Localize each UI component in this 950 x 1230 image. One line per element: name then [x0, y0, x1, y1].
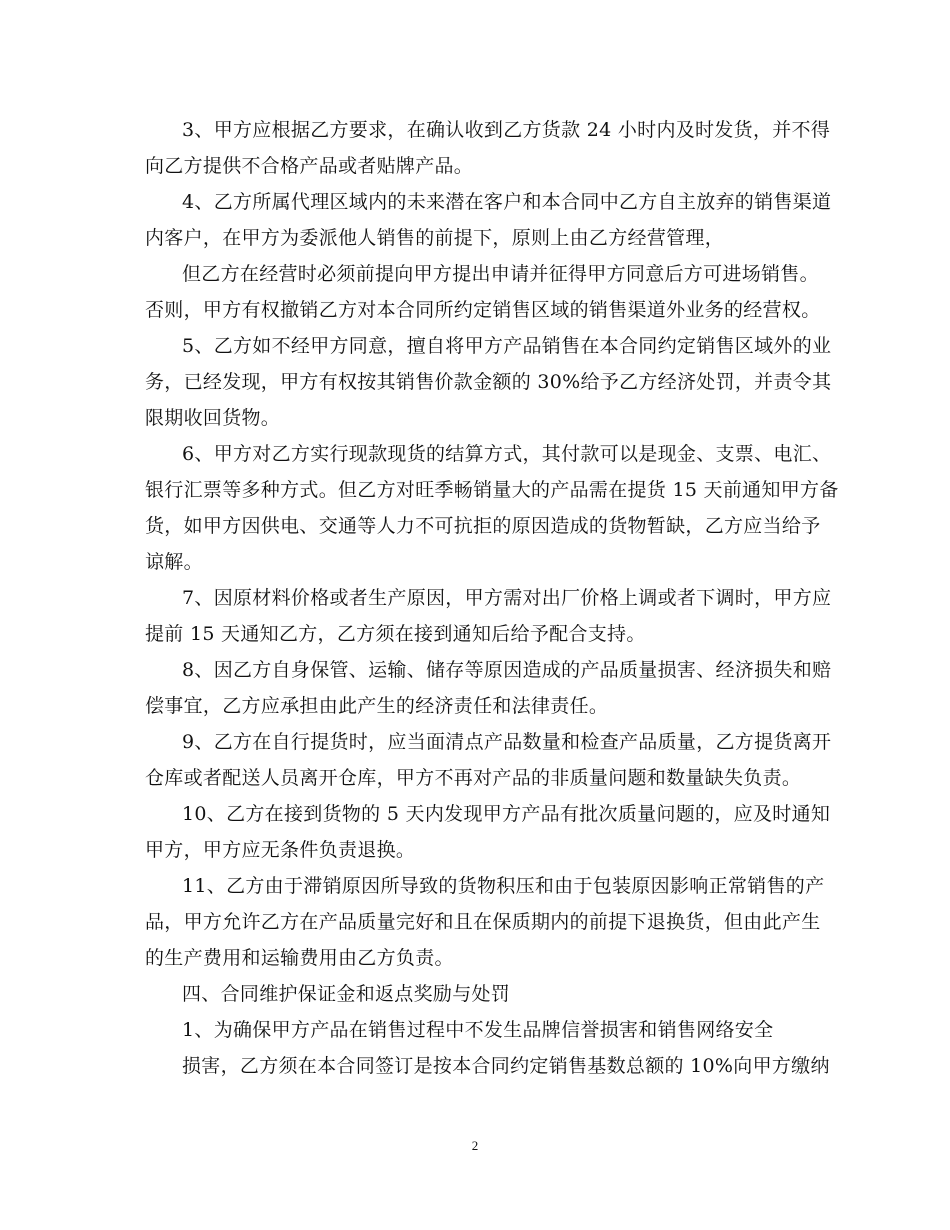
text-line: 货，如甲方因供电、交通等人力不可抗拒的原因造成的货物暂缺，乙方应当给予 — [145, 515, 821, 537]
text-line: 银行汇票等多种方式。但乙方对旺季畅销量大的产品需在提货 15 天前通知甲方备 — [145, 479, 839, 501]
text-line: 8、因乙方自身保管、运输、储存等原因造成的产品质量损害、经济损失和赔 — [182, 659, 832, 681]
page-number: 2 — [471, 1138, 479, 1153]
text-line: 但乙方在经营时必须前提向甲方提出申请并征得甲方同意后方可进场销售。 — [182, 263, 819, 285]
text-line: 提前 15 天通知乙方，乙方须在接到通知后给予配合支持。 — [145, 623, 646, 645]
text-line: 内客户，在甲方为委派他人销售的前提下，原则上由乙方经营管理， — [145, 227, 725, 249]
text-line: 3、甲方应根据乙方要求，在确认收到乙方货款 24 小时内及时发货，并不得 — [182, 119, 831, 141]
text-line: 6、甲方对乙方实行现款现货的结算方式，其付款可以是现金、支票、电汇、 — [182, 443, 832, 465]
text-line: 向乙方提供不合格产品或者贴牌产品。 — [145, 155, 474, 177]
text-line: 务，已经发现，甲方有权按其销售价款金额的 30%给予乙方经济处罚，并责令其 — [145, 371, 832, 393]
text-line: 11、乙方由于滞销原因所导致的货物积压和由于包装原因影响正常销售的产 — [182, 875, 825, 897]
text-line: 偿事宜，乙方应承担由此产生的经济责任和法律责任。 — [145, 695, 609, 717]
section-heading: 四、合同维护保证金和返点奖励与处罚 — [182, 983, 511, 1005]
text-line: 损害，乙方须在本合同签订是按本合同约定销售基数总额的 10%向甲方缴纳 — [182, 1055, 830, 1077]
text-line: 限期收回货物。 — [145, 407, 281, 429]
text-line: 1、为确保甲方产品在销售过程中不发生品牌信誉损害和销售网络安全 — [182, 1019, 774, 1041]
text-line: 10、乙方在接到货物的 5 天内发现甲方产品有批次质量问题的，应及时通知 — [182, 803, 831, 825]
text-line: 9、乙方在自行提货时，应当面清点产品数量和检查产品质量，乙方提货离开 — [182, 731, 832, 753]
document-body — [145, 112, 839, 1084]
text-line: 否则，甲方有权撤销乙方对本合同所约定销售区域的销售渠道外业务的经营权。 — [145, 299, 821, 321]
text-line: 7、因原材料价格或者生产原因，甲方需对出厂价格上调或者下调时，甲方应 — [182, 587, 832, 609]
text-line: 甲方，甲方应无条件负责退换。 — [145, 839, 416, 861]
text-line: 4、乙方所属代理区域内的未来潜在客户和本合同中乙方自主放弃的销售渠道 — [182, 191, 832, 213]
text-line: 的生产费用和运输费用由乙方负责。 — [145, 947, 454, 969]
text-line: 5、乙方如不经甲方同意，擅自将甲方产品销售在本合同约定销售区域外的业 — [182, 335, 832, 357]
text-line: 谅解。 — [145, 551, 203, 573]
text-line: 仓库或者配送人员离开仓库，甲方不再对产品的非质量问题和数量缺失负责。 — [145, 767, 802, 789]
text-line: 品，甲方允许乙方在产品质量完好和且在保质期内的前提下退换货，但由此产生 — [145, 911, 821, 933]
